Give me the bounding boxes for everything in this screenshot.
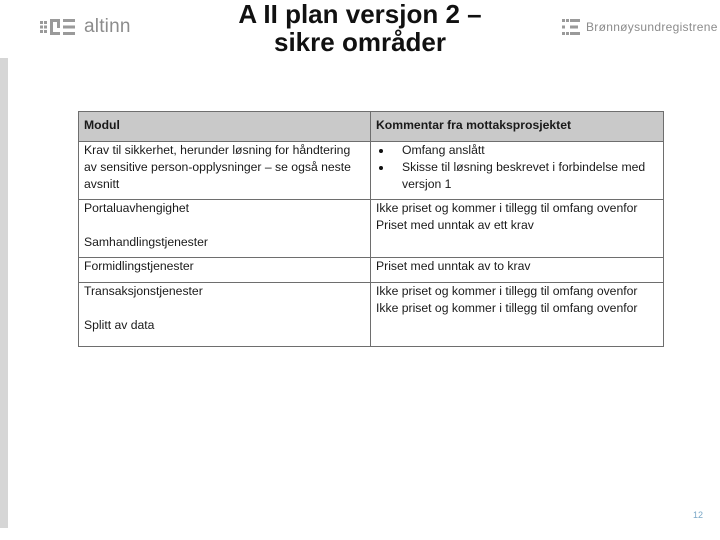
bronnoysund-logo-text: Brønnøysundregistrene	[586, 20, 718, 34]
table-header-row	[79, 112, 664, 142]
page-number: 12	[693, 510, 704, 520]
altinn-logo	[40, 16, 131, 38]
modul-portaluavhengighet: Portaluavhengighet	[84, 201, 190, 215]
altinn-logo-text: altinn	[84, 16, 131, 37]
column-header-modul: Modul	[79, 112, 371, 142]
bullet-icon	[379, 149, 383, 153]
bronnoysund-logo-mark-icon	[562, 19, 580, 35]
cell-modul: Formidlingstjenester	[79, 258, 371, 283]
kommentar-splitt-av-data: Ikke priset og kommer i tillegg til omfang ovenfor	[376, 300, 638, 315]
list-item	[376, 142, 658, 159]
cell-kommentar	[371, 283, 664, 347]
module-comment-table	[78, 111, 664, 347]
table-row	[79, 283, 664, 347]
title-line-2: sikre områder	[274, 27, 446, 57]
cell-kommentar: Priset med unntak av to krav	[371, 258, 664, 283]
cell-kommentar	[371, 142, 664, 200]
bullet-list	[376, 142, 658, 192]
column-header-kommentar: Kommentar fra mottaksprosjektet	[371, 112, 664, 142]
kommentar-transaksjonstjenester: Ikke priset og kommer i tillegg til omfang ovenfor	[376, 284, 638, 298]
line-spacer	[84, 300, 365, 317]
table-row	[79, 258, 664, 283]
modul-transaksjonstjenester: Transaksjonstjenester	[84, 284, 203, 298]
line-spacer	[84, 217, 365, 234]
table-row	[79, 200, 664, 258]
modul-splitt-av-data: Splitt av data	[84, 317, 155, 332]
bullet-text: Omfang anslått	[402, 143, 485, 157]
page-title	[200, 0, 520, 56]
left-edge-rule	[0, 58, 8, 528]
table-row	[79, 142, 664, 200]
bullet-icon	[379, 166, 383, 170]
cell-modul	[79, 283, 371, 347]
cell-modul	[79, 200, 371, 258]
kommentar-portaluavhengighet: Ikke priset og kommer i tillegg til omfang ovenfor	[376, 201, 638, 215]
bullet-text: Skisse til løsning beskrevet i forbindelse med versjon 1	[402, 159, 646, 191]
bronnoysund-logo	[562, 18, 718, 36]
altinn-logo-mark-icon	[40, 18, 76, 36]
cell-kommentar	[371, 200, 664, 258]
cell-modul: Krav til sikkerhet, herunder løsning for håndtering av sensitive person-opplysninger – se også neste avsnitt	[79, 142, 371, 200]
title-line-1: A II plan versjon 2 –	[238, 0, 482, 29]
modul-samhandlingstjenester: Samhandlingstjenester	[84, 234, 208, 249]
list-item	[376, 159, 658, 193]
kommentar-samhandlingstjenester: Priset med unntak av ett krav	[376, 217, 534, 232]
